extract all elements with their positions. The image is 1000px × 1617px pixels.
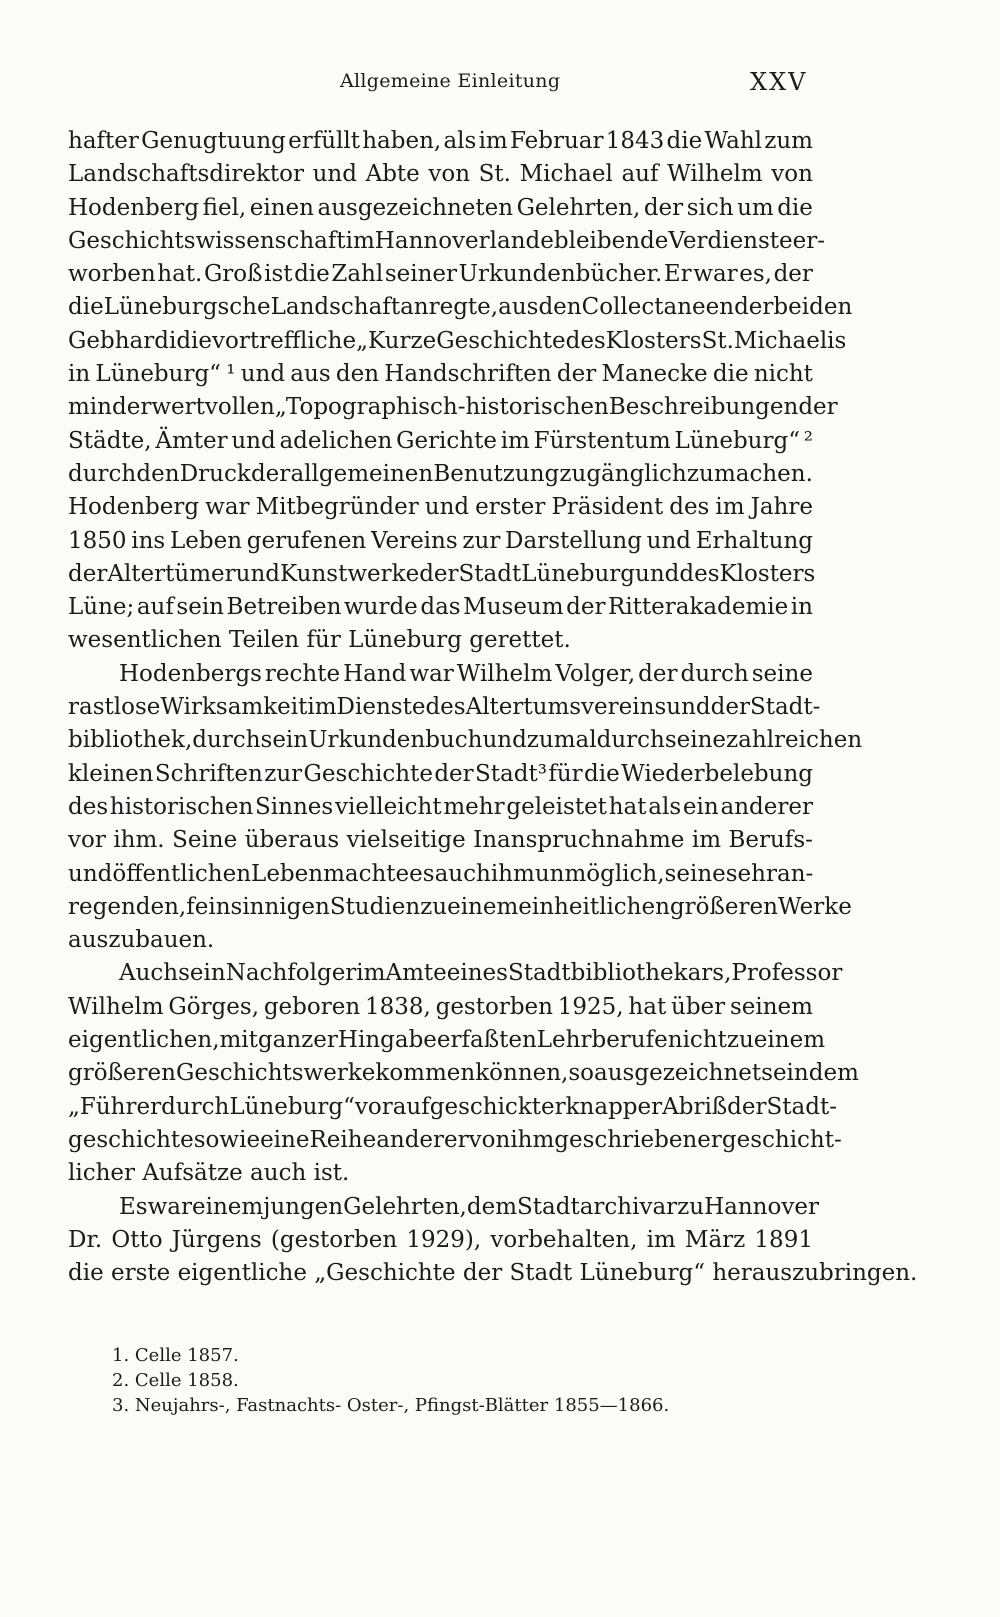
text-line: rastlose Wirksamkeit im Dienste des Altertumsvereins und der Stadt- (68, 694, 821, 721)
text-line: Hodenbergs rechte Hand war Wilhelm Volger, der durch seine (119, 660, 813, 687)
text-line: eigentlichen, mit ganzer Hingabe erfaßten Lehrberufe nicht zu einem (68, 1027, 825, 1054)
text-line: und öffentlichen Leben machte es auch ihm unmöglich, seine sehr an- (68, 860, 814, 887)
body-text (68, 128, 918, 1293)
text-line: Dr. Otto Jürgens (gestorben 1929), vorbehalten, im März 1891 (68, 1226, 813, 1253)
text-line: des historischen Sinnes vielleicht mehr geleistet hat als ein anderer (68, 793, 813, 820)
text-line: Gebhardi die vortreffliche „Kurze Geschichte des Klosters St. Michaelis (68, 327, 847, 354)
text-line: größeren Geschichtswerke kommen können, so ausgezeichnet sein dem (68, 1060, 859, 1087)
text-line: „Führer durch Lüneburg“ voraufgeschickter knapper Abriß der Stadt- (68, 1093, 837, 1120)
text-line: minder wertvollen „Topographisch-historischen Beschreibungen der (68, 394, 838, 421)
text-line: Auch sein Nachfolger im Amte eines Stadtbibliothekars, Professor (119, 960, 843, 987)
text-line: 1850 ins Leben gerufenen Vereins zur Darstellung und Erhaltung (68, 527, 813, 554)
text-line: Geschichtswissenschaft im Hannoverlande bleibende Verdienste er- (68, 227, 826, 254)
text-line: durch den Druck der allgemeinen Benutzung zugänglich zu machen. (68, 460, 813, 487)
text-line: die erste eigentliche „Geschichte der Stadt Lüneburg“ herauszubringen. (68, 1260, 918, 1287)
text-line: Hodenberg war Mitbegründer und erster Präsident des im Jahre (68, 494, 813, 521)
text-line: Es war einem jungen Gelehrten, dem Stadtarchivar zu Hannover (119, 1193, 819, 1220)
paragraph (68, 960, 859, 1193)
text-line: worben hat. Groß ist die Zahl seiner Urkundenbücher. Er war es, der (68, 261, 813, 288)
text-line: wesentlichen Teilen für Lüneburg gerettet. (68, 627, 571, 654)
text-line: in Lüneburg“ ¹ und aus den Handschriften der Manecke die nicht (68, 361, 813, 388)
paragraph (68, 660, 863, 961)
text-line: geschichte sowie eine Reihe anderer von ihm geschriebener geschicht- (68, 1126, 842, 1153)
footnotes (112, 1345, 812, 1420)
text-line: auszubauen. (68, 927, 215, 954)
text-line: der Altertümer und Kunstwerke der Stadt Lüneburg und des Klosters (68, 560, 816, 587)
text-line: licher Aufsätze auch ist. (68, 1160, 350, 1187)
footnote: 3. Neujahrs-, Fastnachts- Oster-, Pfingst-Blätter 1855—1866. (112, 1395, 670, 1416)
text-line: die Lüneburgsche Landschaft anregte, aus den Collectaneen der beiden (68, 294, 853, 321)
text-line: Lüne; auf sein Betreiben wurde das Museum der Ritterakademie in (68, 594, 813, 621)
footnote: 1. Celle 1857. (112, 1345, 239, 1366)
text-line: kleinen Schriften zur Geschichte der Stadt³ für die Wiederbelebung (68, 760, 813, 787)
paragraph (68, 1193, 918, 1294)
text-line: bibliothek, durch sein Urkundenbuch und zumal durch seine zahlreichen (68, 727, 863, 754)
text-line: hafter Genugtuung erfüllt haben, als im Februar 1843 die Wahl zum (68, 128, 813, 154)
page-header (0, 70, 1000, 100)
text-line: Landschaftsdirektor und Abte von St. Michael auf Wilhelm von (68, 161, 813, 188)
text-line: Hodenberg fiel, einen ausgezeichneten Gelehrten, der sich um die (68, 194, 813, 221)
page-number: XXV (750, 68, 808, 96)
text-line: vor ihm. Seine überaus vielseitige Inanspruchnahme im Berufs- (68, 827, 813, 854)
paragraph (68, 128, 853, 661)
text-line: Wilhelm Görges, geboren 1838, gestorben 1925, hat über seinem (68, 993, 813, 1020)
text-line: regenden, feinsinnigen Studien zu einem einheitlichen größeren Werke (68, 893, 852, 920)
running-head: Allgemeine Einleitung (340, 70, 561, 92)
footnote: 2. Celle 1858. (112, 1370, 239, 1391)
text-line: Städte, Ämter und adelichen Gerichte im Fürstentum Lüneburg“ ² (68, 427, 813, 454)
